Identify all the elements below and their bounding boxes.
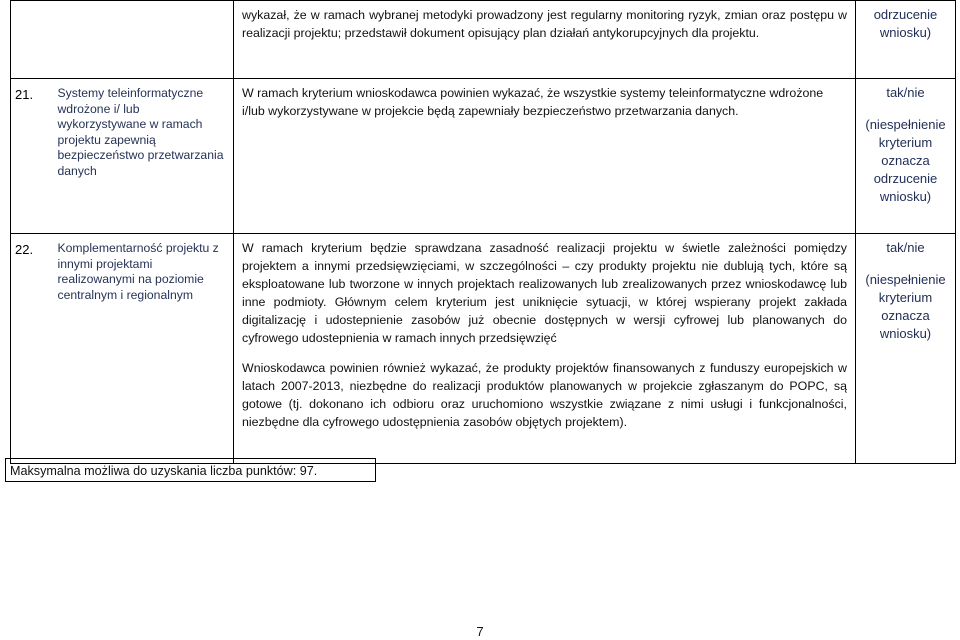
result-line: odrzucenie (873, 7, 938, 22)
criterion-number (11, 1, 54, 79)
criterion-result (856, 234, 956, 464)
result-line: (niespełnienie (865, 117, 946, 132)
result-head: tak/nie (886, 85, 925, 100)
result-line: wniosku) (879, 326, 932, 341)
max-points-note: Maksymalna możliwa do uzyskania liczba punktów: 97. (5, 458, 376, 482)
result-line: odrzucenie (873, 171, 938, 186)
criterion-name (54, 1, 234, 79)
criterion-description (234, 1, 856, 79)
result-line: wniosku) (879, 189, 932, 204)
table-row (11, 234, 956, 464)
description-paragraph: wykazał, że w ramach wybranej metodyki prowadzony jest regularny monitoring ryzyk, zmian oraz postępu w realizacji projektu; przedstawił dokument opisujący plan działań antykorupcyjnych dla projektu. (242, 8, 847, 40)
result-head: tak/nie (886, 240, 925, 255)
criterion-result (856, 79, 956, 234)
page-number: 7 (476, 624, 484, 639)
description-paragraph: Wnioskodawca powinien również wykazać, że produkty projektów finansowanych z funduszy europejskich w latach 2007-2013, niezbędne do realizacji produktów planowanych w projekcie zgłaszanym do POPC, są gotowe (tj. dokonano ich odbioru oraz uruchomiono wszystkie związane z nimi usługi i funkcjonalności, niezbędne dla cyfrowego udostępnienia zasobów objętych projektem). (242, 361, 847, 429)
criterion-description (234, 234, 856, 464)
result-line: kryterium (878, 135, 933, 150)
result-line: kryterium (878, 290, 933, 305)
criterion-number: 21. (11, 79, 54, 234)
criteria-table (10, 0, 956, 464)
criterion-name: Systemy teleinformatyczne wdrożone i/ lub wykorzystywane w ramach projektu zapewnią bezpieczeństwo przetwarzania danych (54, 79, 234, 234)
description-paragraph: W ramach kryterium wnioskodawca powinien wykazać, że wszystkie systemy teleinformatyczne wdrożone i/lub wykorzystywane w projekcie będą zapewniały bezpieczeństwo przetwarzania danych. (242, 86, 824, 118)
result-line: oznacza (881, 308, 930, 323)
criterion-result (856, 1, 956, 79)
result-line: oznacza (881, 153, 930, 168)
table-row (11, 79, 956, 234)
criterion-number: 22. (11, 234, 54, 464)
criterion-description (234, 79, 856, 234)
result-line: wniosku) (879, 25, 932, 40)
table-row (11, 1, 956, 79)
result-line: (niespełnienie (865, 272, 946, 287)
description-paragraph: W ramach kryterium będzie sprawdzana zasadność realizacji projektu w świetle zależności pomiędzy projektem a innymi przedsięwzięciami, w szczególności – czy produkty projektu nie dublują tych, które są eksploatowane lub tworzone w innych projektach realizowanych lub zrealizowanych przez wnioskodawcę lub inne podmioty. Głównym celem kryterium jest uniknięcie sytuacji, w której wspierany projekt zakłada digitalizację i udostepnienie zasobów już obecnie dostępnych w wersji cyfrowej lub planowanych do cyfrowego udostepnienia w ramach innych przedsięwzięć (242, 241, 847, 345)
criterion-name: Komplementarność projektu z innymi projektami realizowanymi na poziomie centralnym i regionalnym (54, 234, 234, 464)
